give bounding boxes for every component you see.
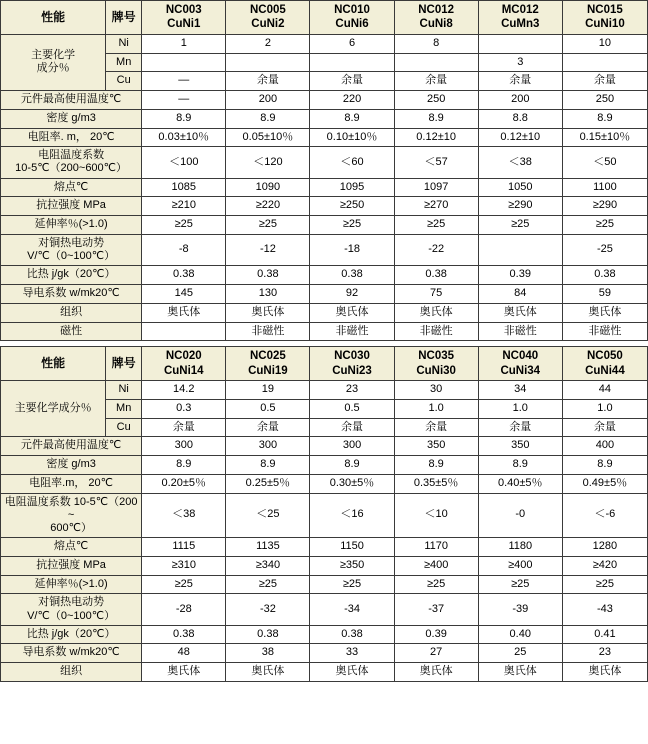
property-header: 性能 [1,1,106,35]
cell: ≥25 [226,216,310,235]
grade-cell [310,347,394,381]
cell: 350 [478,437,562,456]
cell: 余量 [478,418,562,437]
cell: 8.9 [394,456,478,475]
grade-code: NC005 [249,4,286,16]
grade-alloy: CuNi34 [500,364,541,377]
table-row [1,197,648,216]
cell: ≥25 [478,216,562,235]
cell: 8.9 [394,109,478,128]
cell: 0.12±10 [394,128,478,147]
cell: 250 [394,91,478,110]
element-label: Ni [106,34,142,53]
table-row [1,644,648,663]
cell: 130 [226,285,310,304]
cell: 0.5 [226,399,310,418]
cell: ≥25 [478,575,562,594]
cell: 非磁性 [394,322,478,341]
cell: -18 [310,234,394,265]
grade-alloy: CuNi10 [585,18,625,31]
cell [478,34,562,53]
cell: 余量 [226,72,310,91]
table-row [1,91,648,110]
cell: 0.5 [310,399,394,418]
cell: 19 [226,381,310,400]
row-label: 对铜热电动势 V/℃（0~100℃） [1,594,142,625]
cell: 0.38 [394,266,478,285]
cell [310,53,394,72]
element-label: Mn [106,53,142,72]
cell: ≥340 [226,556,310,575]
cell: ≥400 [478,556,562,575]
cell: 余量 [142,418,226,437]
grade-code: NC040 [502,350,539,363]
cell: ≥220 [226,197,310,216]
cell: 1050 [478,178,562,197]
cell: 200 [478,91,562,110]
grade-code: NC003 [165,4,202,16]
cell: — [142,72,226,91]
cell: 250 [562,91,647,110]
cell: ≥25 [394,575,478,594]
cell: 8.9 [310,456,394,475]
table-row [1,663,648,682]
cell: 奥氏体 [562,663,647,682]
element-label: Mn [106,399,142,418]
cell: 奥氏体 [310,663,394,682]
cell: 0.38 [142,625,226,644]
row-label: 延伸率％(>1.0) [1,575,142,594]
cell: 6 [310,34,394,53]
cell: 8.9 [226,456,310,475]
row-label: 熔点℃ [1,178,142,197]
cell: -0 [478,493,562,538]
cell: 0.38 [310,266,394,285]
cell: 0.38 [310,625,394,644]
row-label: 比热 j/gk（20℃） [1,625,142,644]
cell: ≥400 [394,556,478,575]
grade-alloy: CuNi1 [167,18,201,31]
cell: 300 [142,437,226,456]
cell: 1090 [226,178,310,197]
cell: 8.9 [478,456,562,475]
grade-alloy: CuNi19 [248,364,288,377]
grade-cell [394,347,478,381]
cell: 0.3 [142,399,226,418]
grade-cell [310,1,394,35]
cell: 奥氏体 [562,303,647,322]
cell: 0.20±5％ [142,474,226,493]
cell: 8 [394,34,478,53]
cell: 奥氏体 [142,303,226,322]
cell: 0.40 [478,625,562,644]
cell: 1115 [142,538,226,557]
composition-row-ni [1,381,648,400]
composition-label: 主要化学 成分％ [1,34,106,90]
table-row [1,178,648,197]
grade-cell [142,1,226,35]
cell: 200 [226,91,310,110]
grade-cell [226,347,310,381]
grade-alloy: CuNi30 [416,364,456,377]
cell: 14.2 [142,381,226,400]
cell: ＜38 [142,493,226,538]
grade-cell [478,1,562,35]
table-row [1,266,648,285]
grade-alloy: CuMn3 [501,18,540,31]
cell: -28 [142,594,226,625]
row-label: 元件最高使用温度℃ [1,91,142,110]
cell: 1150 [310,538,394,557]
grade-header: 牌号 [106,1,142,35]
cell: 2 [226,34,310,53]
grade-cell [478,347,562,381]
cell: — [142,91,226,110]
cell: -37 [394,594,478,625]
cell: 奥氏体 [478,303,562,322]
cell: 余量 [394,418,478,437]
alloy-table-2 [0,346,648,682]
table-row [1,474,648,493]
table-row [1,594,648,625]
cell: 余量 [394,72,478,91]
grade-code: NC012 [418,4,455,16]
cell: 8.9 [562,109,647,128]
cell: 1.0 [478,399,562,418]
cell: 84 [478,285,562,304]
cell: 非磁性 [478,322,562,341]
grade-cell [562,347,647,381]
table-1-body [1,1,648,341]
grade-alloy: CuNi44 [585,364,625,377]
table-row [1,109,648,128]
cell: ≥210 [142,197,226,216]
cell: 0.38 [562,266,647,285]
cell: 75 [394,285,478,304]
grade-code: NC015 [587,4,623,16]
cell: 余量 [226,418,310,437]
cell: ≥290 [562,197,647,216]
cell: ≥25 [562,575,647,594]
cell: 奥氏体 [310,303,394,322]
cell: ≥290 [478,197,562,216]
cell: 27 [394,644,478,663]
cell: ≥25 [142,575,226,594]
cell: 奥氏体 [478,663,562,682]
cell: -43 [562,594,647,625]
cell: 0.30±5％ [310,474,394,493]
grade-code: NC035 [418,350,455,363]
cell: ＜60 [310,147,394,178]
cell: 奥氏体 [226,663,310,682]
cell: -12 [226,234,310,265]
cell: 25 [478,644,562,663]
table-row [1,322,648,341]
cell: 非磁性 [226,322,310,341]
table-row [1,128,648,147]
cell: 1 [142,34,226,53]
grade-code: NC025 [249,350,286,363]
row-label: 导电系数 w/mk20℃ [1,285,142,304]
row-label: 密度 g/m3 [1,456,142,475]
row-label: 电阻温度系数 10-5℃（200~600℃） [1,147,142,178]
cell: 0.05±10％ [226,128,310,147]
table-row [1,493,648,538]
composition-label: 主要化学成分％ [1,381,106,437]
grade-cell [226,1,310,35]
cell: 92 [310,285,394,304]
cell: 0.39 [394,625,478,644]
cell [394,53,478,72]
cell: 23 [562,644,647,663]
property-header: 性能 [1,347,106,381]
grade-header: 牌号 [106,347,142,381]
cell: ＜120 [226,147,310,178]
grade-cell [394,1,478,35]
table-row [1,556,648,575]
cell: 1.0 [394,399,478,418]
row-label: 对铜热电动势 V/℃（0~100℃） [1,234,142,265]
cell: 300 [226,437,310,456]
row-label: 熔点℃ [1,538,142,557]
cell [478,234,562,265]
grade-code: NC020 [165,350,202,363]
table-1-header-row [1,1,648,35]
cell: 0.49±5％ [562,474,647,493]
row-label: 电阻率.m， 20℃ [1,474,142,493]
grade-alloy: CuNi8 [419,18,453,31]
row-label: 磁性 [1,322,142,341]
cell: 145 [142,285,226,304]
table-row [1,538,648,557]
cell: 奥氏体 [226,303,310,322]
cell: 1170 [394,538,478,557]
grade-code: NC010 [334,4,370,16]
cell: -34 [310,594,394,625]
cell: ≥25 [142,216,226,235]
grade-alloy: CuNi14 [163,364,204,377]
element-label: Cu [106,72,142,91]
cell: 8.9 [310,109,394,128]
table-row [1,575,648,594]
table-row [1,303,648,322]
grade-alloy: CuNi6 [335,18,369,31]
table-row [1,456,648,475]
table-row [1,625,648,644]
cell: 48 [142,644,226,663]
cell: ＜57 [394,147,478,178]
cell: 奥氏体 [394,303,478,322]
cell: 余量 [562,72,647,91]
cell: 0.03±10％ [142,128,226,147]
cell: 1.0 [562,399,647,418]
cell: 非磁性 [562,322,647,341]
cell: 0.10±10％ [310,128,394,147]
cell: 400 [562,437,647,456]
cell: 59 [562,285,647,304]
cell: ≥25 [394,216,478,235]
cell: 8.8 [478,109,562,128]
cell: ≥350 [310,556,394,575]
cell: 0.41 [562,625,647,644]
composition-row-ni [1,34,648,53]
cell: ＜16 [310,493,394,538]
cell: 非磁性 [310,322,394,341]
table-row [1,147,648,178]
grade-alloy: CuNi23 [332,364,372,377]
table-row [1,234,648,265]
cell: -22 [394,234,478,265]
cell: 44 [562,381,647,400]
grade-alloy: CuNi2 [251,18,285,31]
cell: 余量 [310,418,394,437]
cell [142,322,226,341]
cell: 0.40±5％ [478,474,562,493]
cell: 3 [478,53,562,72]
table-row [1,216,648,235]
cell: 8.9 [142,109,226,128]
cell: ＜100 [142,147,226,178]
cell: 34 [478,381,562,400]
cell: -39 [478,594,562,625]
cell: -25 [562,234,647,265]
cell: 余量 [478,72,562,91]
row-label: 抗拉强度 MPa [1,556,142,575]
cell: 38 [226,644,310,663]
cell [562,53,647,72]
table-2-body [1,347,648,682]
row-label: 组织 [1,303,142,322]
cell: ＜25 [226,493,310,538]
alloy-table-1 [0,0,648,341]
cell: 1135 [226,538,310,557]
cell: ≥420 [562,556,647,575]
cell: 0.38 [226,625,310,644]
table-2-header-row [1,347,648,381]
cell: 余量 [562,418,647,437]
cell: 300 [310,437,394,456]
grade-code: NC050 [587,350,623,363]
cell: 0.12±10 [478,128,562,147]
cell: 8.9 [226,109,310,128]
row-label: 密度 g/m3 [1,109,142,128]
cell: 0.38 [142,266,226,285]
cell: 8.9 [142,456,226,475]
cell: -8 [142,234,226,265]
element-label: Cu [106,418,142,437]
cell: 1180 [478,538,562,557]
cell: 奥氏体 [142,663,226,682]
table-row [1,437,648,456]
cell: 350 [394,437,478,456]
cell: ≥310 [142,556,226,575]
cell: -32 [226,594,310,625]
row-label: 比热 j/gk（20℃） [1,266,142,285]
cell: 10 [562,34,647,53]
cell: 0.35±5％ [394,474,478,493]
cell: 0.15±10％ [562,128,647,147]
row-label: 元件最高使用温度℃ [1,437,142,456]
cell: 1100 [562,178,647,197]
grade-code: MC012 [501,4,539,16]
row-label: 导电系数 w/mk20℃ [1,644,142,663]
cell: ＜38 [478,147,562,178]
cell: 220 [310,91,394,110]
cell [226,53,310,72]
grade-code: NC030 [334,350,370,363]
cell: ≥25 [562,216,647,235]
cell [142,53,226,72]
cell: ≥25 [226,575,310,594]
row-label: 抗拉强度 MPa [1,197,142,216]
element-label: Ni [106,381,142,400]
cell: ≥250 [310,197,394,216]
cell: ≥25 [310,575,394,594]
cell: ≥270 [394,197,478,216]
grade-cell [562,1,647,35]
row-label: 延伸率％(>1.0) [1,216,142,235]
cell: 23 [310,381,394,400]
cell: 0.25±5％ [226,474,310,493]
cell: ＜50 [562,147,647,178]
cell: 0.38 [226,266,310,285]
cell: ＜-6 [562,493,647,538]
row-label: 电阻率. m， 20℃ [1,128,142,147]
row-label: 电阻温度系数 10-5℃（200~ 600℃） [1,493,142,538]
cell: 0.39 [478,266,562,285]
cell: 1095 [310,178,394,197]
cell: 1280 [562,538,647,557]
cell: 奥氏体 [394,663,478,682]
cell: 8.9 [562,456,647,475]
cell: ≥25 [310,216,394,235]
table-row [1,285,648,304]
cell: 1085 [142,178,226,197]
cell: 30 [394,381,478,400]
grade-cell [142,347,226,381]
cell: 余量 [310,72,394,91]
cell: 33 [310,644,394,663]
row-label: 组织 [1,663,142,682]
cell: ＜10 [394,493,478,538]
cell: 1097 [394,178,478,197]
